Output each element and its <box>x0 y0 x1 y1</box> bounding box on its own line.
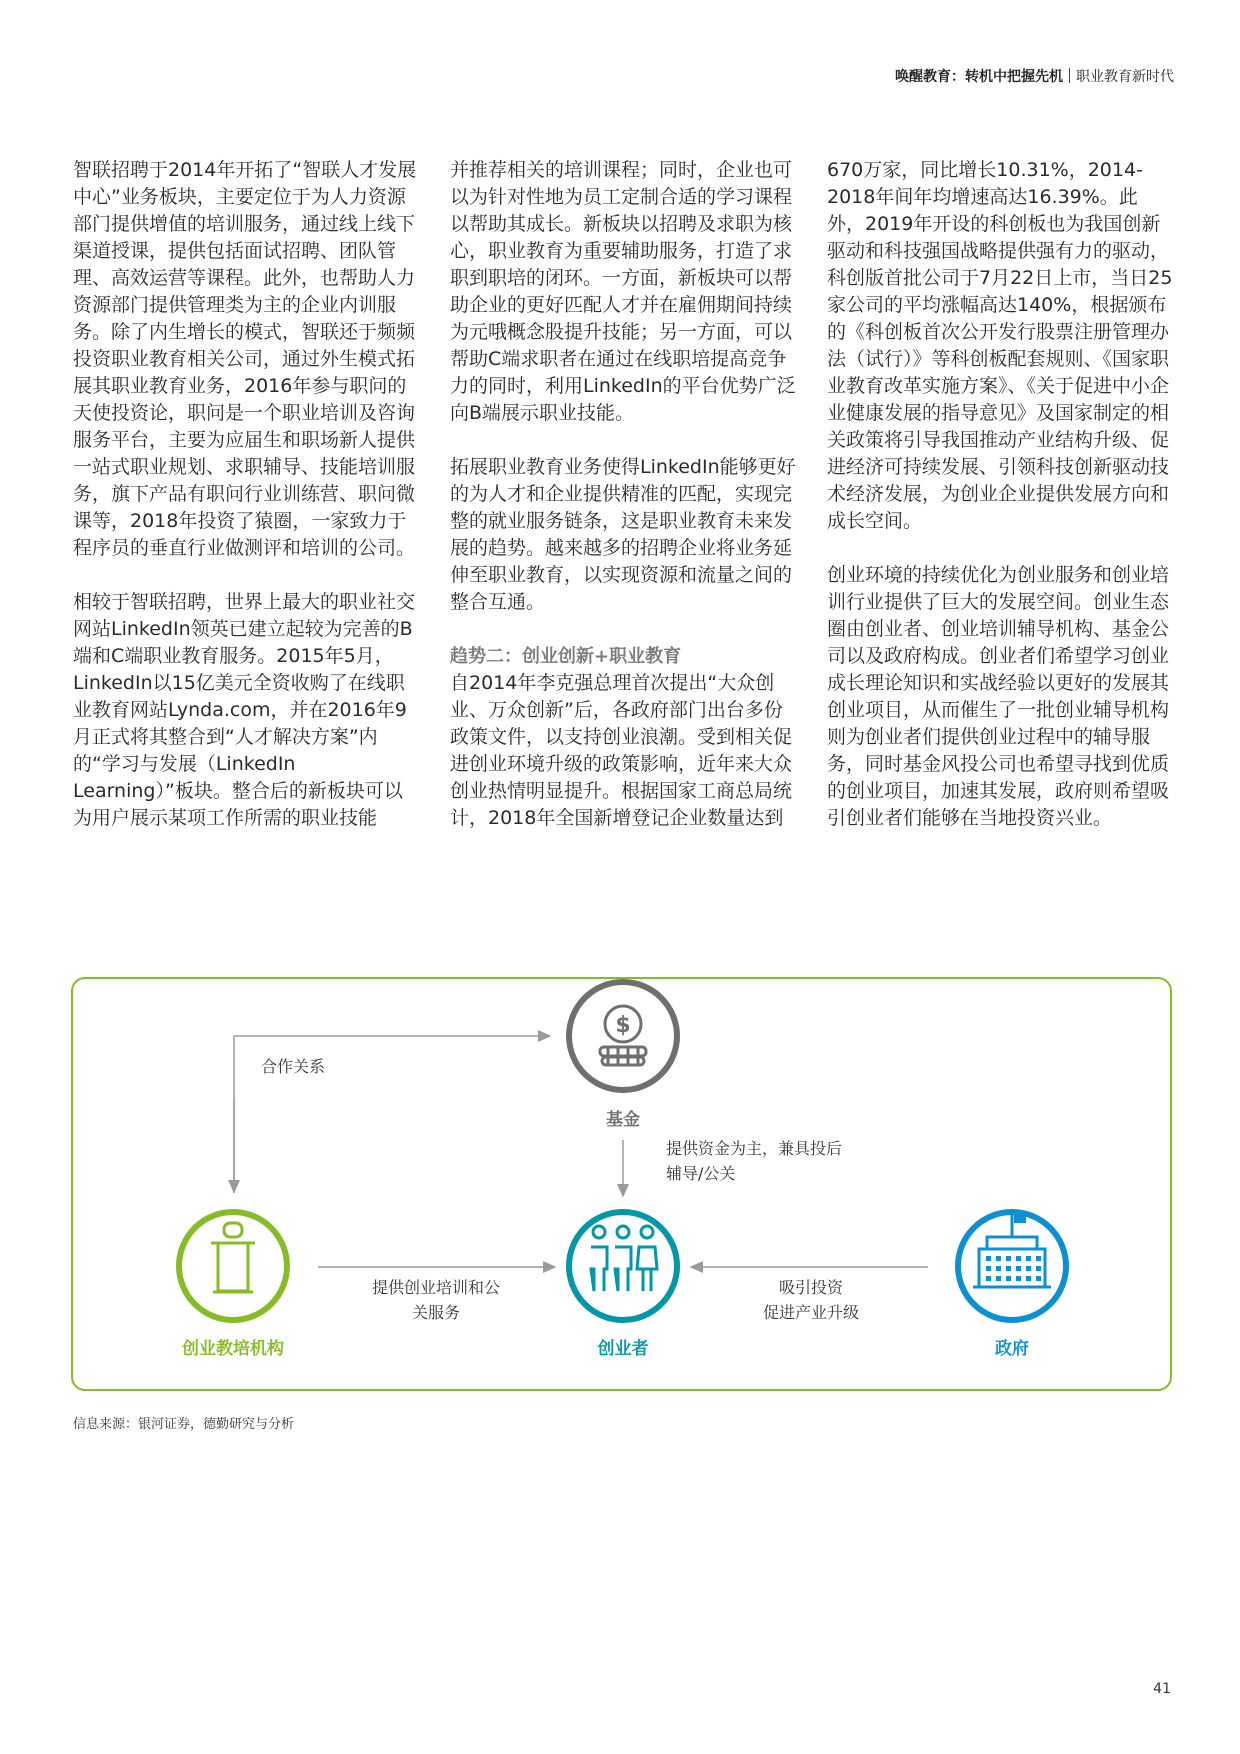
running-header <box>895 66 1174 86</box>
header-divider <box>1069 68 1070 83</box>
training-edge-line1: 提供创业培训和公 <box>371 1278 500 1297</box>
section-heading: 趋势二：创业创新+职业教育 <box>450 646 682 667</box>
government-node <box>958 1212 1066 1320</box>
paragraph: 自2014年李克强总理首次提出“大众创业、万众创新”后，各政府部门出台多份政策文件，以支持创业浪潮。受到相关促进创业环境升级的政策影响，近年来大众创业热情明显提升。根据国家工商总局统计，2018年全国新增登记企业数量达到 <box>450 672 793 829</box>
diagram-canvas <box>73 979 1174 1393</box>
training-node <box>179 1212 287 1320</box>
text-column-3 <box>827 157 1173 859</box>
svg-text:$: $ <box>615 1013 631 1038</box>
fund-label: 基金 <box>606 1110 640 1130</box>
fund-edge-line1: 提供资金为主，兼具投后 <box>666 1139 843 1158</box>
government-edge-line1: 吸引投资 <box>778 1278 843 1297</box>
people-group-icon <box>591 1226 657 1291</box>
ecosystem-diagram <box>71 977 1172 1391</box>
header-subtitle: 职业教育新时代 <box>1076 69 1174 85</box>
training-label: 创业教培机构 <box>182 1339 284 1359</box>
government-edge-line2: 促进产业升级 <box>762 1303 859 1322</box>
training-edge-label <box>356 1275 516 1325</box>
cooperation-label: 合作关系 <box>261 1057 326 1076</box>
paragraph: 创业环境的持续优化为创业服务和创业培训行业提供了巨大的发展空间。创业生态圈由创业者、创业培训辅导机构、基金公司以及政府构成。创业者们希望学习创业成长理论知识和实战经验以更好的发展其创业项目，从而催生了一批创业辅导机构则为创业者们提供创业过程中的辅导服务，同时基金风投公司也希望寻找到优质的创业项目，加速其发展，政府则希望吸引创业者们能够在当地投资兴业。 <box>827 564 1170 829</box>
source-note: 信息来源：银河证券，德勤研究与分析 <box>73 1417 295 1432</box>
fund-node <box>569 982 677 1090</box>
building-windows <box>986 1256 1041 1281</box>
text-column-2 <box>450 157 796 859</box>
podium-icon <box>211 1223 255 1292</box>
fund-edge-label <box>666 1136 842 1186</box>
government-label: 政府 <box>995 1339 1029 1359</box>
fund-edge-line2: 辅导/公关 <box>666 1164 736 1183</box>
government-edge-label <box>731 1275 891 1325</box>
paragraph: 670万家，同比增长10.31%，2014-2018年间年均增速高达16.39%。此外，2019年开设的科创板也为我国创新驱动和科技强国战略提供强有力的驱动，科创版首批公司于7月22日上市，当日25家公司的平均涨幅高达140%，根据颁布的《科创板首次公开发行股票注册管理办法（试行）》等科创板配套规则、《国家职业教育改革实施方案》、《关于促进中小企业健康发展的指导意见》及国家制定的相关政策将引导我国推动产业结构升级、促进经济可持续发展、引领科技创新驱动技术经济发展，为创业企业提供发展方向和成长空间。 <box>827 159 1173 532</box>
header-title: 唤醒教育：转机中把握先机 <box>895 69 1063 85</box>
paragraph: 相较于智联招聘，世界上最大的职业社交网站LinkedIn领英已建立起较为完善的B端和C端职业教育服务。2015年5月， LinkedIn以15亿美元全资收购了在线职业教育网站Lynda.com，并在2016年9月正式将其整合到“人才解决方案”内的“学习与发展（LinkedIn Learning）”板块。整合后的新板块可以为用户展示某项工作所需的职业技能 <box>73 591 416 829</box>
training-edge-line2: 关服务 <box>411 1303 460 1322</box>
text-column-1 <box>73 157 419 859</box>
paragraph: 并推荐相关的培训课程；同时，企业也可以为针对性地为员工定制合适的学习课程以帮助其成长。新板块以招聘及求职为核心，职业教育为重要辅助服务，打造了求职到职培的闭环。一方面，新板块可以帮助企业的更好匹配人才并在雇佣期间持续为元哦概念股提升技能；另一方面，可以帮助C端求职者在通过在线职培提高竞争力的同时，利用LinkedIn的平台优势广泛向B端展示职业技能。 <box>450 159 796 424</box>
entrepreneur-label: 创业者 <box>597 1339 649 1359</box>
paragraph: 智联招聘于2014年开拓了“智联人才发展中心”业务板块，主要定位于为人力资源部门提供增值的培训服务，通过线上线下渠道授课，提供包括面试招聘、团队管理、高效运营等课程。此外，也帮助人力资源部门提供管理类为主的企业内训服务。除了内生增长的模式，智联还于频频投资职业教育相关公司，通过外生模式拓展其职业教育业务，2016年参与职问的天使投资论，职问是一个职业培训及咨询服务平台，主要为应届生和职场新人提供一站式职业规划、求职辅导、技能培训服务，旗下产品有职问行业训练营、职问微课等，2018年投资了猿圈，一家致力于程序员的垂直行业做测评和培训的公司。 <box>73 159 417 559</box>
paragraph: 拓展职业教育业务使得LinkedIn能够更好的为人才和企业提供精准的匹配，实现完整的就业服务链条，这是职业教育未来发展的趋势。越来越多的招聘企业将业务延伸至职业教育，以实现资源和流量之间的整合互通。 <box>450 456 796 613</box>
page-number: 41 <box>1153 1681 1171 1697</box>
entrepreneur-node <box>569 1212 677 1320</box>
